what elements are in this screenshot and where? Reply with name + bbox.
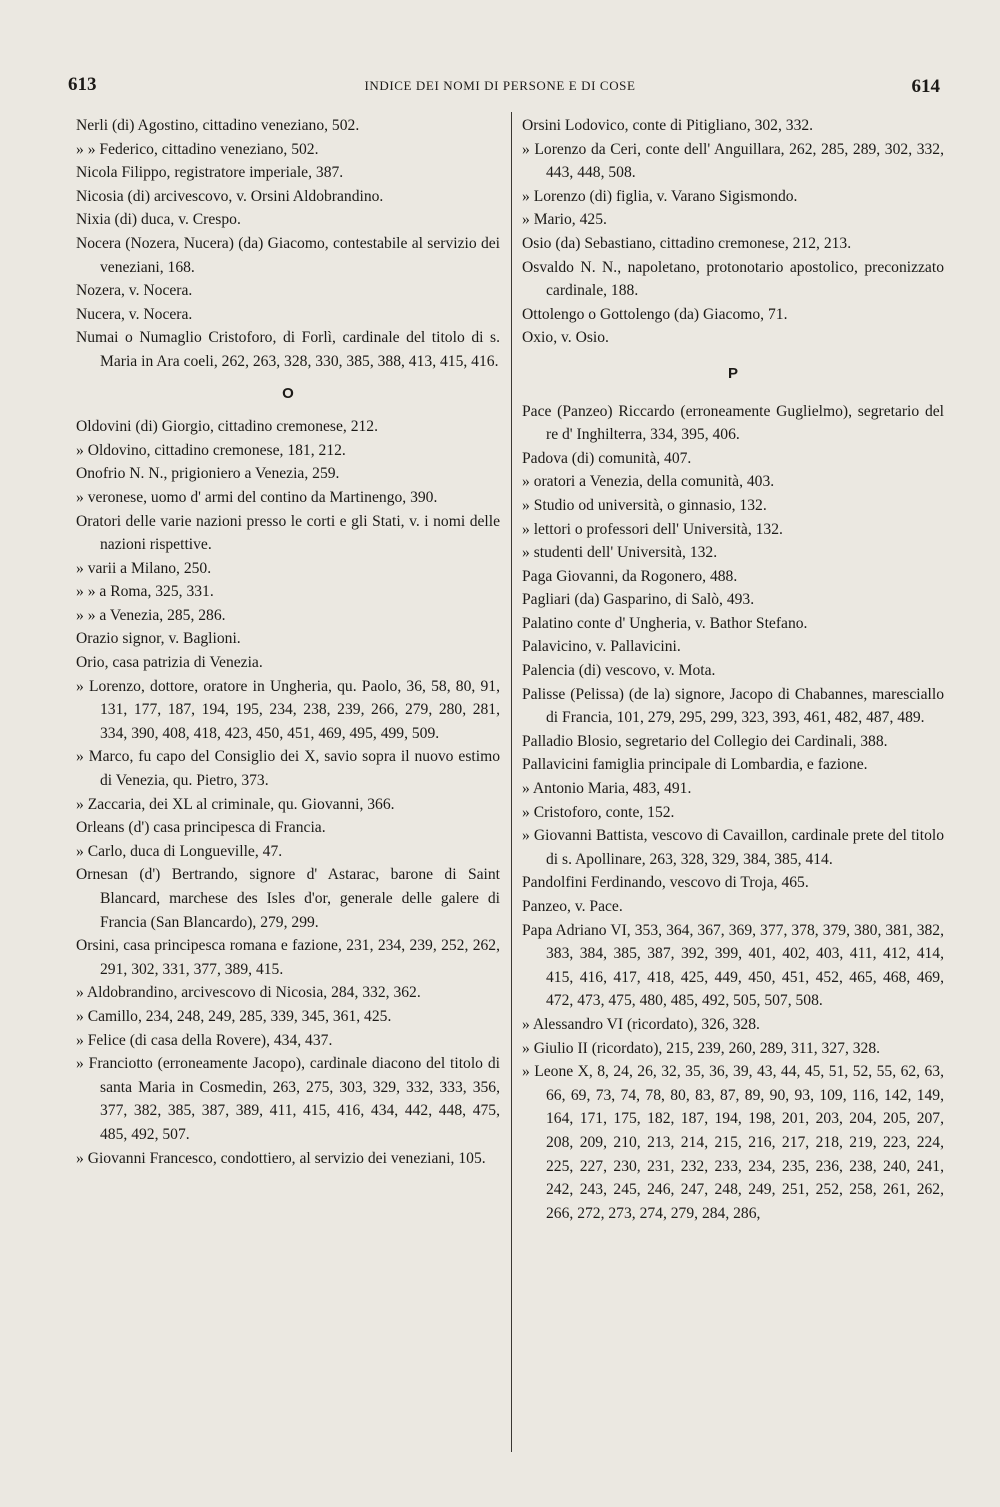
index-entry: Nucera, v. Nocera. xyxy=(76,305,193,323)
index-entry: Oxio, v. Osio. xyxy=(522,329,609,347)
index-entry: Nicola Filippo, registratore imperiale, 387. xyxy=(76,164,344,182)
index-entry: Nozera, v. Nocera. xyxy=(76,282,193,300)
index-entry: » Franciotto (erroneamente Jacopo), cardinale diacono del titolo di santa Maria in Cosmedin, 263, 275, 303, 329, 332, 333, 356, 377, 382, 385, 387, 389, 411, 415, 416, 434, 442, 448, 475, 485, 492, 507. xyxy=(76,1055,500,1143)
index-entry: » Antonio Maria, 483, 491. xyxy=(522,780,692,798)
index-entry: » Lorenzo da Ceri, conte dell' Anguillara, 262, 285, 289, 302, 332, 443, 448, 508. xyxy=(522,140,944,182)
index-entry: Pagliari (da) Gasparino, di Salò, 493. xyxy=(522,591,755,609)
page-number-right: 614 xyxy=(911,76,940,97)
left-column xyxy=(76,114,500,1467)
index-entry: » Camillo, 234, 248, 249, 285, 339, 345, 361, 425. xyxy=(76,1007,392,1025)
index-entry: Palencia (di) vescovo, v. Mota. xyxy=(522,662,716,680)
index-entry: Palavicino, v. Pallavicini. xyxy=(522,638,681,656)
index-entry: » » a Roma, 325, 331. xyxy=(76,583,214,601)
index-entry: Onofrio N. N., prigioniero a Venezia, 259. xyxy=(76,465,340,483)
index-entry: » lettori o professori dell' Università, 132. xyxy=(522,520,783,538)
right-column xyxy=(522,114,944,1467)
index-entry: » studenti dell' Università, 132. xyxy=(522,544,718,562)
index-entry: » Marco, fu capo del Consiglio dei X, savio sopra il nuovo estimo di Venezia, qu. Pietro, 373. xyxy=(76,748,500,790)
index-entry: Orsini Lodovico, conte di Pitigliano, 302, 332. xyxy=(522,117,814,134)
index-entry: » veronese, uomo d' armi del contino da Martinengo, 390. xyxy=(76,488,438,506)
index-entry: » varii a Milano, 250. xyxy=(76,559,212,577)
index-entry: Osvaldo N. N., napoletano, protonotario apostolico, preconizzato cardinale, 188. xyxy=(522,258,944,300)
index-entry: Panzeo, v. Pace. xyxy=(522,898,623,915)
index-entry: » Carlo, duca di Longueville, 47. xyxy=(76,842,283,860)
section-letter: O xyxy=(282,384,294,402)
index-entry: » oratori a Venezia, della comunità, 403. xyxy=(522,473,775,491)
index-entry: » Lorenzo (di) figlia, v. Varano Sigismondo. xyxy=(522,187,798,205)
index-entry: » Giovanni Francesco, condottiero, al servizio dei veneziani, 105. xyxy=(76,1149,486,1167)
index-entry: Ornesan (d') Bertrando, signore d' Astarac, barone di Saint Blancard, marchese des Isles d'or, generale delle galere di Francia (San Blancardo), 279, 299. xyxy=(76,866,500,931)
index-entry: Pallavicini famiglia principale di Lombardia, e fazione. xyxy=(522,756,868,774)
index-entry: Nicosia (di) arcivescovo, v. Orsini Aldobrandino. xyxy=(76,187,384,205)
index-entry: » Zaccaria, dei XL al criminale, qu. Giovanni, 366. xyxy=(76,795,395,813)
index-entry: Oldovini (di) Giorgio, cittadino cremonese, 212. xyxy=(76,418,378,436)
index-entry: » Giulio II (ricordato), 215, 239, 260, 289, 311, 327, 328. xyxy=(522,1039,881,1057)
index-entry: Paga Giovanni, da Rogonero, 488. xyxy=(522,567,738,585)
running-title: INDICE DEI NOMI DI PERSONE E DI COSE xyxy=(364,78,636,93)
index-entry: Palisse (Pelissa) (de la) signore, Jacopo di Chabannes, maresciallo di Francia, 101, 279, 295, 299, 323, 393, 461, 482, 487, 489. xyxy=(522,685,944,727)
index-entry: » Felice (di casa della Rovere), 434, 437. xyxy=(76,1031,333,1049)
index-entry: Nerli (di) Agostino, cittadino veneziano, 502. xyxy=(76,117,360,134)
index-entry: » » a Venezia, 285, 286. xyxy=(76,606,226,624)
index-entry: Padova (di) comunità, 407. xyxy=(522,449,692,467)
index-entry: » Oldovino, cittadino cremonese, 181, 212. xyxy=(76,441,346,459)
index-entry: Orleans (d') casa principesca di Francia. xyxy=(76,819,326,837)
index-entry: Palladio Blosio, segretario del Collegio dei Cardinali, 388. xyxy=(522,732,888,750)
index-entry: Nixia (di) duca, v. Crespo. xyxy=(76,211,241,229)
index-entry: » Cristoforo, conte, 152. xyxy=(522,803,675,821)
section-letter: P xyxy=(727,364,738,382)
index-entry: Orio, casa patrizia di Venezia. xyxy=(76,654,263,672)
index-entry: Orsini, casa principesca romana e fazione, 231, 234, 239, 252, 262, 291, 302, 331, 377, 389, 415. xyxy=(76,937,500,978)
index-entry: » Lorenzo, dottore, oratore in Ungheria, qu. Paolo, 36, 58, 80, 91, 131, 177, 187, 194, 195, 234, 238, 239, 266, 279, 280, 281, 334, 390, 408, 418, 423, 450, 451, 469, 495, 499, 509. xyxy=(76,677,500,742)
index-entry: » Mario, 425. xyxy=(522,211,607,229)
index-entry: Nocera (Nozera, Nucera) (da) Giacomo, contestabile al servizio dei veneziani, 168. xyxy=(76,234,500,276)
column-divider xyxy=(511,112,512,1452)
index-entry: » Studio od università, o ginnasio, 132. xyxy=(522,496,767,514)
index-entry: » Leone X, 8, 24, 26, 32, 35, 36, 39, 43, 44, 45, 51, 52, 55, 62, 63, 66, 69, 73, 74, 78, 80, 83, 87, 89, 90, 93, 109, 116, 142, 149, 164, 171, 175, 182, 187, 194, 198, 201, 203, 204, 205, 207, 208, 209, 210, 213, 214, 215, 216, 217, 218, 219, 223, 224, 225, 227, 230, 231, 232, 233, 234, 235, 236, 238, 240, 241, 242, 243, 245, 246, 247, 248, 249, 251, 252, 258, 261, 262, 266, 272, 273, 274, 279, 284, 286, xyxy=(522,1063,944,1222)
index-entry: Palatino conte d' Ungheria, v. Bathor Stefano. xyxy=(522,614,808,632)
index-entry: » Aldobrandino, arcivescovo di Nicosia, 284, 332, 362. xyxy=(76,984,421,1002)
index-entry: » Giovanni Battista, vescovo di Cavaillon, cardinale prete del titolo di s. Apollinare, 263, 328, 329, 384, 385, 414. xyxy=(522,827,944,868)
index-entry: » Alessandro VI (ricordato), 326, 328. xyxy=(522,1015,760,1033)
index-entry: Numai o Numaglio Cristoforo, di Forlì, cardinale del titolo di s. Maria in Ara coeli, 262, 263, 328, 330, 385, 388, 413, 415, 416. xyxy=(76,329,500,370)
index-entry: Osio (da) Sebastiano, cittadino cremonese, 212, 213. xyxy=(522,234,852,252)
index-entry: Pace (Panzeo) Riccardo (erroneamente Guglielmo), segretario del re d' Inghilterra, 334, 395, 406. xyxy=(522,402,944,444)
index-entry: Orazio signor, v. Baglioni. xyxy=(76,630,241,648)
page-number-left: 613 xyxy=(68,74,97,95)
page-header xyxy=(60,74,940,104)
index-entry: » » Federico, cittadino veneziano, 502. xyxy=(76,140,319,158)
index-entry: Pandolfini Ferdinando, vescovo di Troja, 465. xyxy=(522,874,809,892)
index-entry: Oratori delle varie nazioni presso le corti e gli Stati, v. i nomi delle nazioni rispettive. xyxy=(76,512,500,554)
index-entry: Ottolengo o Gottolengo (da) Giacomo, 71. xyxy=(522,305,788,323)
index-entry: Papa Adriano VI, 353, 364, 367, 369, 377, 378, 379, 380, 381, 382, 383, 384, 385, 387, 392, 399, 401, 402, 403, 411, 412, 414, 415, 416, 417, 418, 425, 449, 450, 451, 452, 465, 468, 469, 472, 473, 475, 480, 485, 492, 505, 507, 508. xyxy=(522,921,944,1010)
